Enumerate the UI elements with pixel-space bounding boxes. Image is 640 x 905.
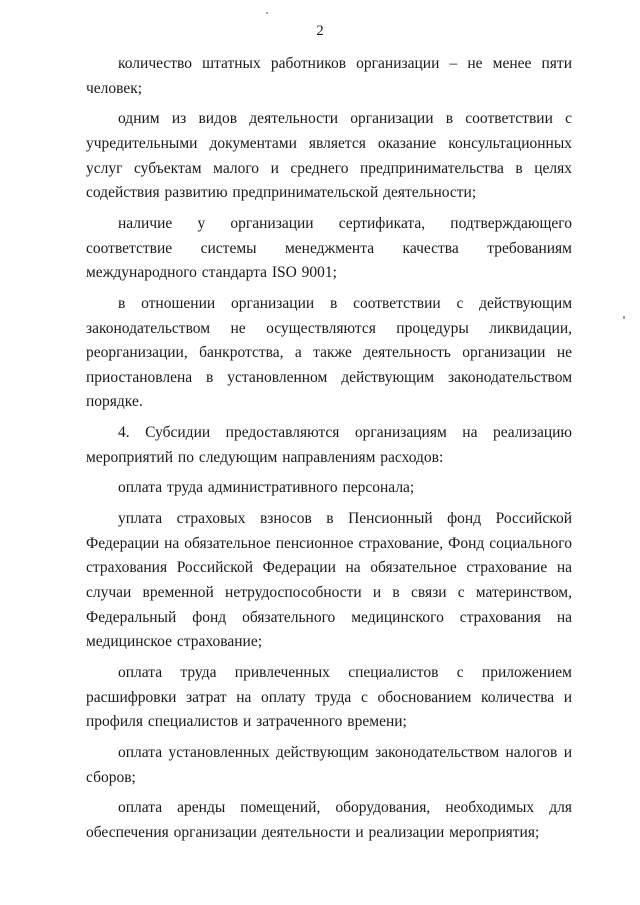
paragraph-iso-certificate: наличие у организации сертификата, подтверждающего соответствие системы менеджмента качества требованиям международного стандарта ISO 9001; xyxy=(86,214,572,282)
document-body xyxy=(86,52,572,846)
scan-speck xyxy=(266,12,268,14)
page-number: 2 xyxy=(316,23,324,39)
paragraph-taxes-fees: оплата установленных действующим законодательством налогов и сборов; xyxy=(86,743,572,786)
paragraph-no-liquidation: в отношении организации в соответствии с действующим законодательством не осуществляются процедуры ликвидации, реорганизации, банкротства, а также деятельность организации не приостановлена в установленном действующим законодательством порядке. xyxy=(86,294,572,411)
paragraph-activity-type: одним из видов деятельности организации в соответствии с учредительными документами является оказание консультационных услуг субъектам малого и среднего предпринимательства в целях содействия развитию предпринимательской деятельности; xyxy=(86,110,572,202)
paragraph-staff-count: количество штатных работников организации – не менее пяти человек; xyxy=(86,55,572,97)
paragraph-admin-salary: оплата труда административного персонала; xyxy=(118,479,415,497)
paragraph-specialists-salary: оплата труда привлеченных специалистов с приложением расшифровки затрат на оплату труда с обоснованием количества и профиля специалистов и затраченного времени; xyxy=(86,663,572,731)
scan-speck xyxy=(623,316,625,319)
paragraph-insurance-contributions: уплата страховых взносов в Пенсионный фонд Российской Федерации на обязательное пенсионное страхование, Фонд социального страхования Российской Федерации на обязательное страхование на случаи временной нетрудоспособности и в связи с материнством, Федеральный фонд обязательного медицинского страхования на медицинское страхование; xyxy=(86,510,572,651)
paragraph-subsidies-clause-4: 4. Субсидии предоставляются организациям на реализацию мероприятий по следующим направлениям расходов: xyxy=(86,424,572,466)
paragraph-rent-equipment: оплата аренды помещений, оборудования, необходимых для обеспечения организации деятельности и реализации мероприятия; xyxy=(86,799,572,841)
